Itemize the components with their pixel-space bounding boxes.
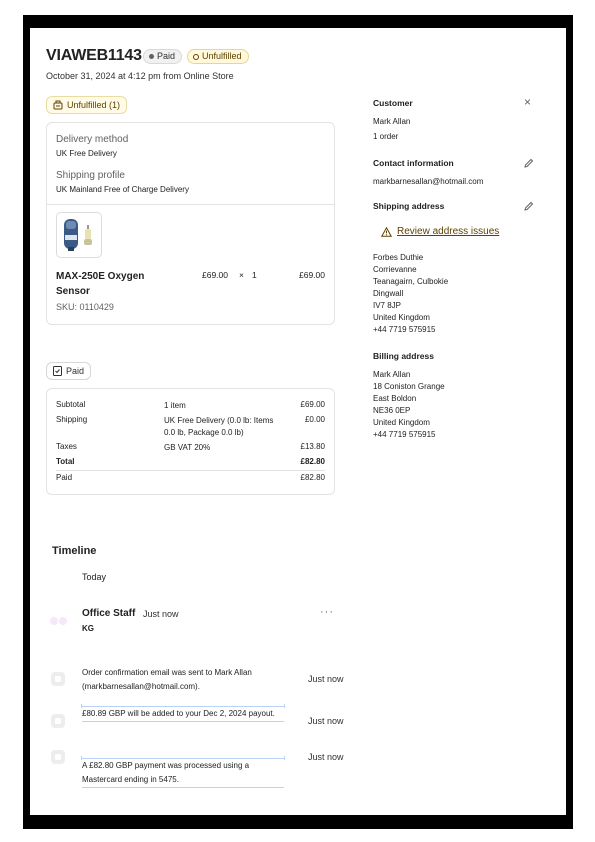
payout-event-icon <box>51 714 65 728</box>
billing-address-block <box>373 369 445 441</box>
taxes-detail: GB VAT 20% <box>164 443 211 452</box>
status-ring-icon <box>193 54 199 60</box>
delivery-method-label: Delivery method <box>56 134 129 145</box>
payment-event-icon <box>51 750 65 764</box>
shipping-line: Forbes Duthie <box>373 253 424 262</box>
receipt-check-icon <box>53 366 62 376</box>
fulfillment-card <box>46 122 335 325</box>
card-divider <box>47 204 334 205</box>
unfulfilled-pill-label: Unfulfilled (1) <box>67 100 121 110</box>
timeline-heading: Timeline <box>52 545 97 557</box>
unfulfilled-section-pill <box>46 96 127 114</box>
more-actions-icon[interactable]: ··· <box>320 606 334 618</box>
timeline-event-time: Just now <box>308 752 344 762</box>
times-sign: × <box>239 270 244 280</box>
timeline-event-time: Just now <box>308 716 344 726</box>
shipping-detail: UK Free Delivery (0.0 lb: Items 0.0 lb, Package 0.0 lb) <box>164 416 274 437</box>
paid-section-pill <box>46 362 91 380</box>
email-event-icon <box>51 672 65 686</box>
comment-time: Just now <box>143 609 179 619</box>
total-label: Total <box>56 457 75 466</box>
paid-label: Paid <box>56 473 73 482</box>
paid-amount: £82.80 <box>300 473 325 482</box>
shipping-line: Teanagairn, Culbokie <box>373 277 449 286</box>
unit-price: £69.00 <box>202 270 228 280</box>
taxes-label: Taxes <box>56 442 77 451</box>
fulfillment-status-label: Unfulfilled <box>202 51 242 61</box>
billing-line: United Kingdom <box>373 418 430 427</box>
timeline-event-payment: A £82.80 GBP payment was processed using a Mastercard ending in 5475. <box>82 758 284 788</box>
oxygen-sensor-image <box>57 213 101 257</box>
timeline-event-email: Order confirmation email was sent to Mark Allan (markbarnesallan@hotmail.com). <box>82 668 252 691</box>
shipping-label: Shipping <box>56 415 88 424</box>
billing-address-heading: Billing address <box>373 351 434 361</box>
order-subtitle: October 31, 2024 at 4:12 pm from Online Store <box>46 71 234 81</box>
status-dot-icon <box>149 54 154 59</box>
total-amount: £82.80 <box>300 457 325 466</box>
shipping-line: United Kingdom <box>373 313 430 322</box>
item-quantity: 1 <box>252 270 257 280</box>
shipping-line: IV7 8JP <box>373 301 402 310</box>
subtotal-label: Subtotal <box>56 400 86 409</box>
shipping-profile-label: Shipping profile <box>56 170 125 181</box>
billing-line: Mark Allan <box>373 370 411 379</box>
billing-line: East Boldon <box>373 394 417 403</box>
customer-order-count[interactable]: 1 order <box>373 132 399 141</box>
edit-contact-pencil-icon[interactable] <box>523 156 534 174</box>
comment-text: KG <box>82 624 94 633</box>
package-icon <box>53 100 63 110</box>
subtotal-amount: £69.00 <box>300 400 325 409</box>
taxes-amount: £13.80 <box>300 442 325 451</box>
product-thumbnail[interactable] <box>56 212 102 258</box>
review-address-label: Review address issues <box>397 226 500 237</box>
customer-heading: Customer <box>373 98 413 108</box>
product-title-link[interactable]: MAX-250E Oxygen Sensor <box>56 271 145 297</box>
order-title: VIAWEB1143 <box>46 47 142 64</box>
timeline-event-payout: £80.89 GBP will be added to your Dec 2, 2024 payout. <box>82 706 284 722</box>
shipping-line: Dingwall <box>373 289 404 298</box>
edit-shipping-pencil-icon[interactable] <box>523 199 534 217</box>
contact-heading: Contact information <box>373 158 454 168</box>
customer-email[interactable]: markbarnesallan@hotmail.com <box>373 177 484 186</box>
customer-name-link[interactable]: Mark Allan <box>373 117 411 126</box>
review-address-link[interactable] <box>381 226 499 237</box>
timeline-event-time: Just now <box>308 674 344 684</box>
billing-line: 18 Coniston Grange <box>373 382 445 391</box>
payment-status-badge <box>143 49 182 64</box>
billing-line: NE36 0EP <box>373 406 411 415</box>
delivery-method-value: UK Free Delivery <box>56 149 117 158</box>
avatar <box>49 614 69 632</box>
subtotal-detail: 1 item <box>164 401 186 410</box>
shipping-address-heading: Shipping address <box>373 201 445 211</box>
shipping-amount: £0.00 <box>304 415 325 424</box>
shipping-profile-value: UK Mainland Free of Charge Delivery <box>56 185 189 194</box>
comment-author: Office Staff <box>82 608 136 619</box>
fulfillment-status-badge <box>187 49 249 64</box>
shipping-address-block <box>373 252 448 336</box>
close-icon[interactable]: × <box>524 95 532 109</box>
billing-line: +44 7719 575915 <box>373 430 436 439</box>
timeline-day: Today <box>82 572 107 582</box>
payment-summary-card <box>46 388 335 495</box>
shipping-line: +44 7719 575915 <box>373 325 436 334</box>
line-total: £69.00 <box>299 270 325 280</box>
product-sku: SKU: 0110429 <box>56 302 114 312</box>
payment-divider <box>56 470 325 471</box>
warning-icon <box>381 227 392 237</box>
payment-status-label: Paid <box>157 51 176 61</box>
shipping-line: Corrievanne <box>373 265 417 274</box>
paid-pill-label: Paid <box>66 366 85 376</box>
